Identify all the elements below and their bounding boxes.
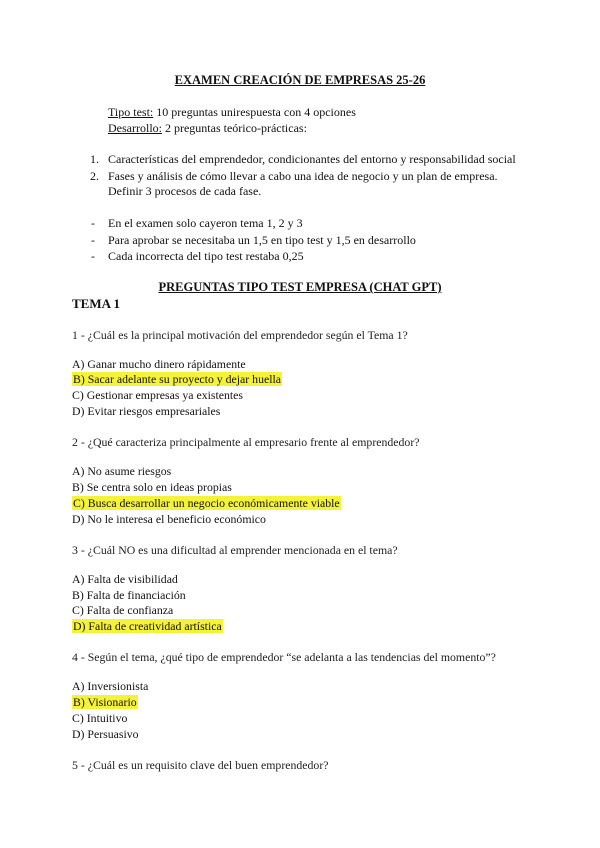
note-1: En el examen solo cayeron tema 1, 2 y 3 (108, 216, 303, 230)
list-item-2-cont: Definir 3 procesos de cada fase. (108, 184, 262, 198)
q1-option-b-highlight: B) Sacar adelante su proyecto y dejar huella (73, 372, 281, 386)
q2-option-a: A) No asume riesgos (72, 464, 172, 478)
question-5: 5 - ¿Cuál es un requisito clave del buen emprendedor? (72, 758, 329, 772)
q4-option-a: A) Inversionista (72, 679, 149, 693)
note-dash-1: - (91, 216, 95, 230)
dev-label: Desarrollo: (108, 121, 162, 135)
subtitle: PREGUNTAS TIPO TEST EMPRESA (CHAT GPT) (158, 280, 442, 294)
q1-option-a: A) Ganar mucho dinero rápidamente (72, 357, 246, 371)
note-2: Para aprobar se necesitaba un 1,5 en tipo test y 1,5 en desarrollo (108, 233, 416, 247)
test-label: Tipo test: (108, 105, 154, 119)
q2-option-c-highlight: C) Busca desarrollar un negocio económicamente viable (73, 496, 340, 510)
q2-option-d: D) No le interesa el beneficio económico (72, 512, 266, 526)
q4-option-b (72, 695, 138, 710)
q4-option-b-highlight: B) Visionario (73, 695, 137, 709)
list-item-1: Características del emprendedor, condicionantes del entorno y responsabilidad social (108, 152, 516, 166)
q3-option-d-highlight: D) Falta de creatividad artística (73, 619, 222, 633)
q1-option-c: C) Gestionar empresas ya existentes (72, 388, 244, 402)
q3-option-a: A) Falta de visibilidad (72, 572, 178, 586)
exam-title: EXAMEN CREACIÓN DE EMPRESAS 25-26 (174, 73, 426, 87)
note-dash-3: - (91, 249, 95, 263)
list-number-1: 1. (90, 152, 99, 166)
dev-text: 2 preguntas teórico-prácticas: (161, 121, 307, 135)
tema-heading: TEMA 1 (72, 296, 121, 311)
list-item-2: Fases y análisis de cómo llevar a cabo una idea de negocio y un plan de empresa. (108, 169, 498, 183)
format-test-line (108, 105, 356, 120)
format-dev-line (108, 121, 307, 136)
note-3: Cada incorrecta del tipo test restaba 0,25 (108, 249, 304, 263)
test-text: 10 preguntas unirespuesta con 4 opciones (153, 105, 356, 119)
q4-option-d: D) Persuasivo (72, 727, 139, 741)
question-3: 3 - ¿Cuál NO es una dificultad al emprender mencionada en el tema? (72, 543, 398, 557)
q4-option-c: C) Intuitivo (72, 711, 128, 725)
list-number-2: 2. (90, 169, 99, 183)
question-4: 4 - Según el tema, ¿qué tipo de emprendedor “se adelanta a las tendencias del momento”? (72, 650, 496, 664)
q3-option-d (72, 619, 223, 634)
q1-option-b (72, 372, 282, 387)
note-dash-2: - (91, 233, 95, 247)
q3-option-c: C) Falta de confianza (72, 603, 174, 617)
question-1: 1 - ¿Cuál es la principal motivación del emprendedor según el Tema 1? (72, 328, 408, 342)
q1-option-d: D) Evitar riesgos empresariales (72, 404, 221, 418)
question-2: 2 - ¿Qué caracteriza principalmente al empresario frente al emprendedor? (72, 435, 420, 449)
q2-option-b: B) Se centra solo en ideas propias (72, 480, 232, 494)
q2-option-c (72, 496, 341, 511)
q3-option-b: B) Falta de financiación (72, 588, 186, 602)
